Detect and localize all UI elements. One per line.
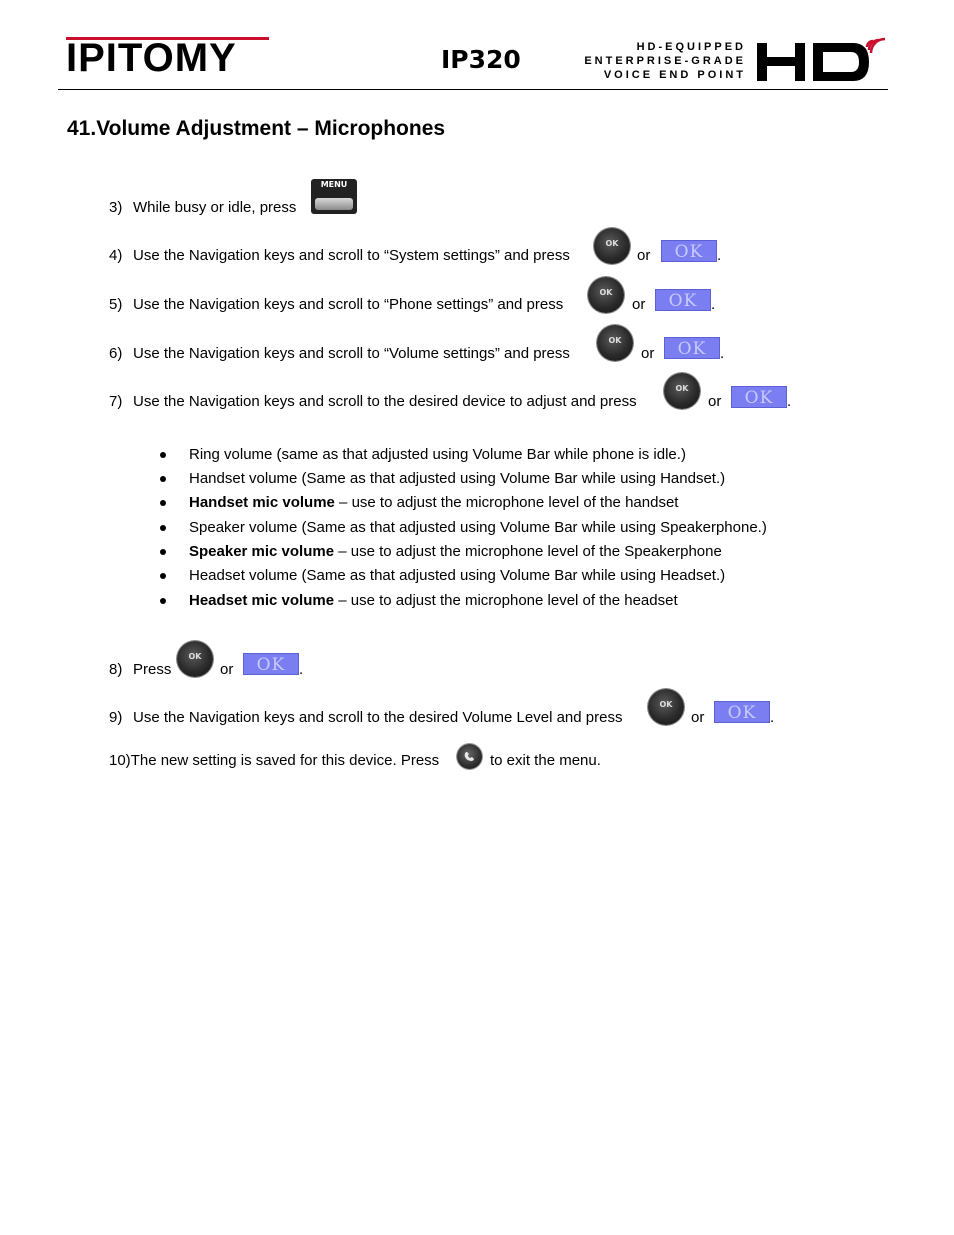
step-4	[109, 247, 570, 265]
list-item-text	[189, 592, 678, 610]
list-item-body: Ring volume (same as that adjusted using Volume Bar while phone is idle.)	[189, 446, 686, 463]
list-item-text	[189, 470, 725, 488]
step-9	[109, 709, 622, 727]
ok-key-icon	[664, 373, 700, 409]
tagline-line-3: VOICE END POINT	[603, 69, 746, 81]
step-text: Use the Navigation keys and scroll to “System settings” and press	[133, 247, 570, 264]
bullet-dot	[160, 500, 166, 506]
step-number: 7)	[109, 393, 123, 410]
ipitomy-logo	[66, 33, 270, 80]
step-text: Press	[133, 661, 172, 678]
step-number: 6)	[109, 345, 123, 362]
section-title: 41.Volume Adjustment – Microphones	[67, 117, 446, 140]
ok-softkey-label: OK	[727, 703, 757, 723]
ok-softkey-label: OK	[744, 388, 774, 408]
ok-key-icon	[597, 325, 633, 361]
step-number: 3)	[109, 199, 123, 216]
period: .	[299, 661, 304, 678]
menu-key-button	[315, 198, 353, 210]
list-item-body: Speaker volume (Same as that adjusted using Volume Bar while using Speakerphone.)	[189, 519, 767, 536]
step-text: While busy or idle, press	[133, 199, 297, 216]
bullet-dot	[160, 476, 166, 482]
list-item-text	[189, 446, 686, 464]
ok-softkey-icon	[655, 289, 711, 311]
or-text: or	[637, 247, 651, 264]
ok-key-label: OK	[608, 336, 622, 345]
or-text: or	[708, 393, 722, 410]
end-call-key-icon	[457, 744, 482, 769]
step-text: Use the Navigation keys and scroll to “Phone settings” and press	[133, 296, 564, 313]
or-text: or	[220, 661, 234, 678]
list-item-bold: Speaker mic volume	[189, 543, 335, 560]
ok-key-label: OK	[599, 288, 613, 297]
bullet-dot	[160, 549, 166, 555]
step-number: 4)	[109, 247, 123, 264]
ok-softkey-icon	[664, 337, 720, 359]
menu-key-icon	[311, 179, 357, 214]
period: .	[787, 393, 792, 410]
ok-key-icon	[588, 277, 624, 313]
bullet-dot	[160, 525, 166, 531]
phone-handset-icon	[463, 750, 476, 763]
step-text: The new setting is saved for this device. Press	[130, 752, 440, 769]
product-name: IP320	[441, 45, 521, 74]
step-number: 10)	[109, 752, 131, 769]
list-item-bold: Headset mic volume	[189, 592, 335, 609]
or-text: or	[641, 345, 655, 362]
ok-softkey-label: OK	[677, 339, 707, 359]
tagline	[560, 40, 746, 82]
list-item-body: – use to adjust the microphone level of the headset	[334, 592, 678, 609]
ok-key-label: OK	[605, 239, 619, 248]
ok-softkey-icon	[243, 653, 299, 675]
or-text: or	[691, 709, 705, 726]
period: .	[720, 345, 725, 362]
step-number: 9)	[109, 709, 123, 726]
period: .	[770, 709, 775, 726]
menu-key-label: MENU	[320, 180, 348, 189]
step-7	[109, 393, 637, 411]
step-number: 5)	[109, 296, 123, 313]
list-item-text	[189, 519, 767, 537]
list-item-body: – use to adjust the microphone level of the Speakerphone	[334, 543, 722, 560]
header-divider	[58, 89, 888, 90]
step-3	[109, 199, 296, 217]
list-item-body: Headset volume (Same as that adjusted using Volume Bar while using Headset.)	[189, 567, 726, 584]
list-item-text	[189, 543, 722, 561]
list-item-text	[189, 567, 725, 585]
ok-key-label: OK	[188, 652, 202, 661]
step-5	[109, 296, 563, 314]
or-text: or	[632, 296, 646, 313]
list-item-body: Handset volume (Same as that adjusted using Volume Bar while using Handset.)	[189, 470, 726, 487]
list-item-text	[189, 494, 678, 512]
step-10	[109, 752, 439, 770]
ok-key-label: OK	[675, 384, 689, 393]
bullet-dot	[160, 598, 166, 604]
ok-softkey-label: OK	[674, 242, 704, 262]
ok-softkey-label: OK	[668, 291, 698, 311]
step-number: 8)	[109, 661, 123, 678]
ok-key-label: OK	[659, 700, 673, 709]
tagline-line-2: ENTERPRISE-GRADE	[584, 55, 746, 67]
list-item-bold: Handset mic volume	[189, 494, 335, 511]
list-item-body: – use to adjust the microphone level of the handset	[334, 494, 679, 511]
step-text: Use the Navigation keys and scroll to “Volume settings” and press	[133, 345, 570, 362]
step-6	[109, 345, 570, 363]
bullet-dot	[160, 573, 166, 579]
ok-key-icon	[648, 689, 684, 725]
bullet-dot	[160, 452, 166, 458]
period: .	[711, 296, 716, 313]
step-text: Use the Navigation keys and scroll to the desired Volume Level and press	[133, 709, 623, 726]
step-text: Use the Navigation keys and scroll to the desired device to adjust and press	[133, 393, 637, 410]
ok-softkey-icon	[714, 701, 770, 723]
ok-key-icon	[177, 641, 213, 677]
ok-key-icon	[594, 228, 630, 264]
ok-softkey-label: OK	[256, 655, 286, 675]
step-text-after: to exit the menu.	[490, 752, 601, 769]
period: .	[717, 247, 722, 264]
logo-text: IPITOMY	[66, 36, 237, 80]
step-8	[109, 661, 171, 679]
ok-softkey-icon	[731, 386, 787, 408]
tagline-line-1: HD-EQUIPPED	[636, 41, 746, 53]
hd-logo-icon	[755, 33, 889, 83]
ok-softkey-icon	[661, 240, 717, 262]
